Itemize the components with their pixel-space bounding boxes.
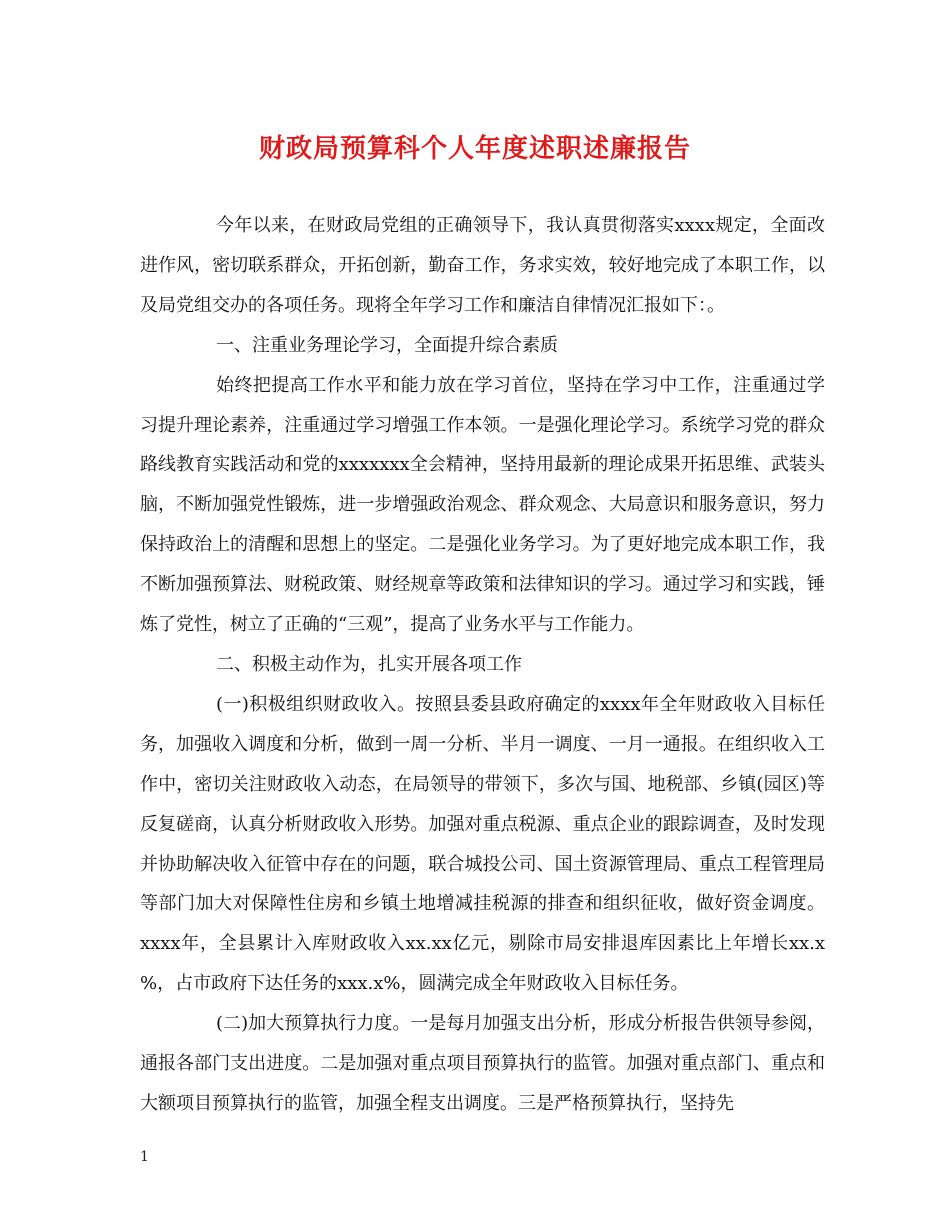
paragraph-intro: 今年以来，在财政局党组的正确领导下，我认真贯彻落实xxxx规定，全面改进作风，密切联系群众，开拓创新，勤奋工作，务求实效，较好地完成了本职工作，以及局党组交办的各项任务。现将全年学习工作和廉洁自律情况汇报如下：。 xyxy=(140,215,825,316)
section-heading-1: 一、注重业务理论学习，全面提升综合素质 xyxy=(216,334,558,356)
paragraph-budget-execution: (二)加大预算执行力度。一是每月加强支出分析，形成分析报告供领导参阅，通报各部门支出进度。二是加强对重点项目预算执行的监管。加强对重点部门、重点和大额项目预算执行的监管，加强全程支出调度。三是严格预算执行，坚持先 xyxy=(140,1013,825,1114)
section-heading-2: 二、积极主动作为，扎实开展各项工作 xyxy=(216,653,522,675)
page-number: 1 xyxy=(140,1149,149,1165)
document-title: 财政局预算科个人年度述职述廉报告 xyxy=(258,134,691,164)
document-body xyxy=(140,206,825,1124)
paragraph-study: 始终把提高工作水平和能力放在学习首位，坚持在学习中工作，注重通过学习提升理论素养，注重通过学习增强工作本领。一是强化理论学习。系统学习党的群众路线教育实践活动和党的xxxxxxx全会精神，坚持用最新的理论成果开拓思维、武装头脑，不断加强党性锻炼，进一步增强政治观念、群众观念、大局意识和服务意识，努力保持政治上的清醒和思想上的坚定。二是强化业务学习。为了更好地完成本职工作，我不断加强预算法、财税政策、财经规章等政策和法律知识的学习。通过学习和实践，锤炼了党性，树立了正确的“三观”，提高了业务水平与工作能力。 xyxy=(140,374,825,636)
paragraph-revenue: (一)积极组织财政收入。按照县委县政府确定的xxxx年全年财政收入目标任务，加强收入调度和分析，做到一周一分析、半月一调度、一月一通报。在组织收入工作中，密切关注财政收入动态，在局领导的带领下，多次与国、地税部、乡镇(园区)等反复磋商，认真分析财政收入形势。加强对重点税源、重点企业的跟踪调查，及时发现并协助解决收入征管中存在的问题，联合城投公司、国土资源管理局、重点工程管理局等部门加大对保障性住房和乡镇土地增减挂税源的排查和组织征收，做好资金调度。xxxx年，全县累计入库财政收入xx.xx亿元，剔除市局安排退库因素比上年增长xx.x %，占市政府下达任务的xxx.x%，圆满完成全年财政收入目标任务。 xyxy=(140,693,825,995)
